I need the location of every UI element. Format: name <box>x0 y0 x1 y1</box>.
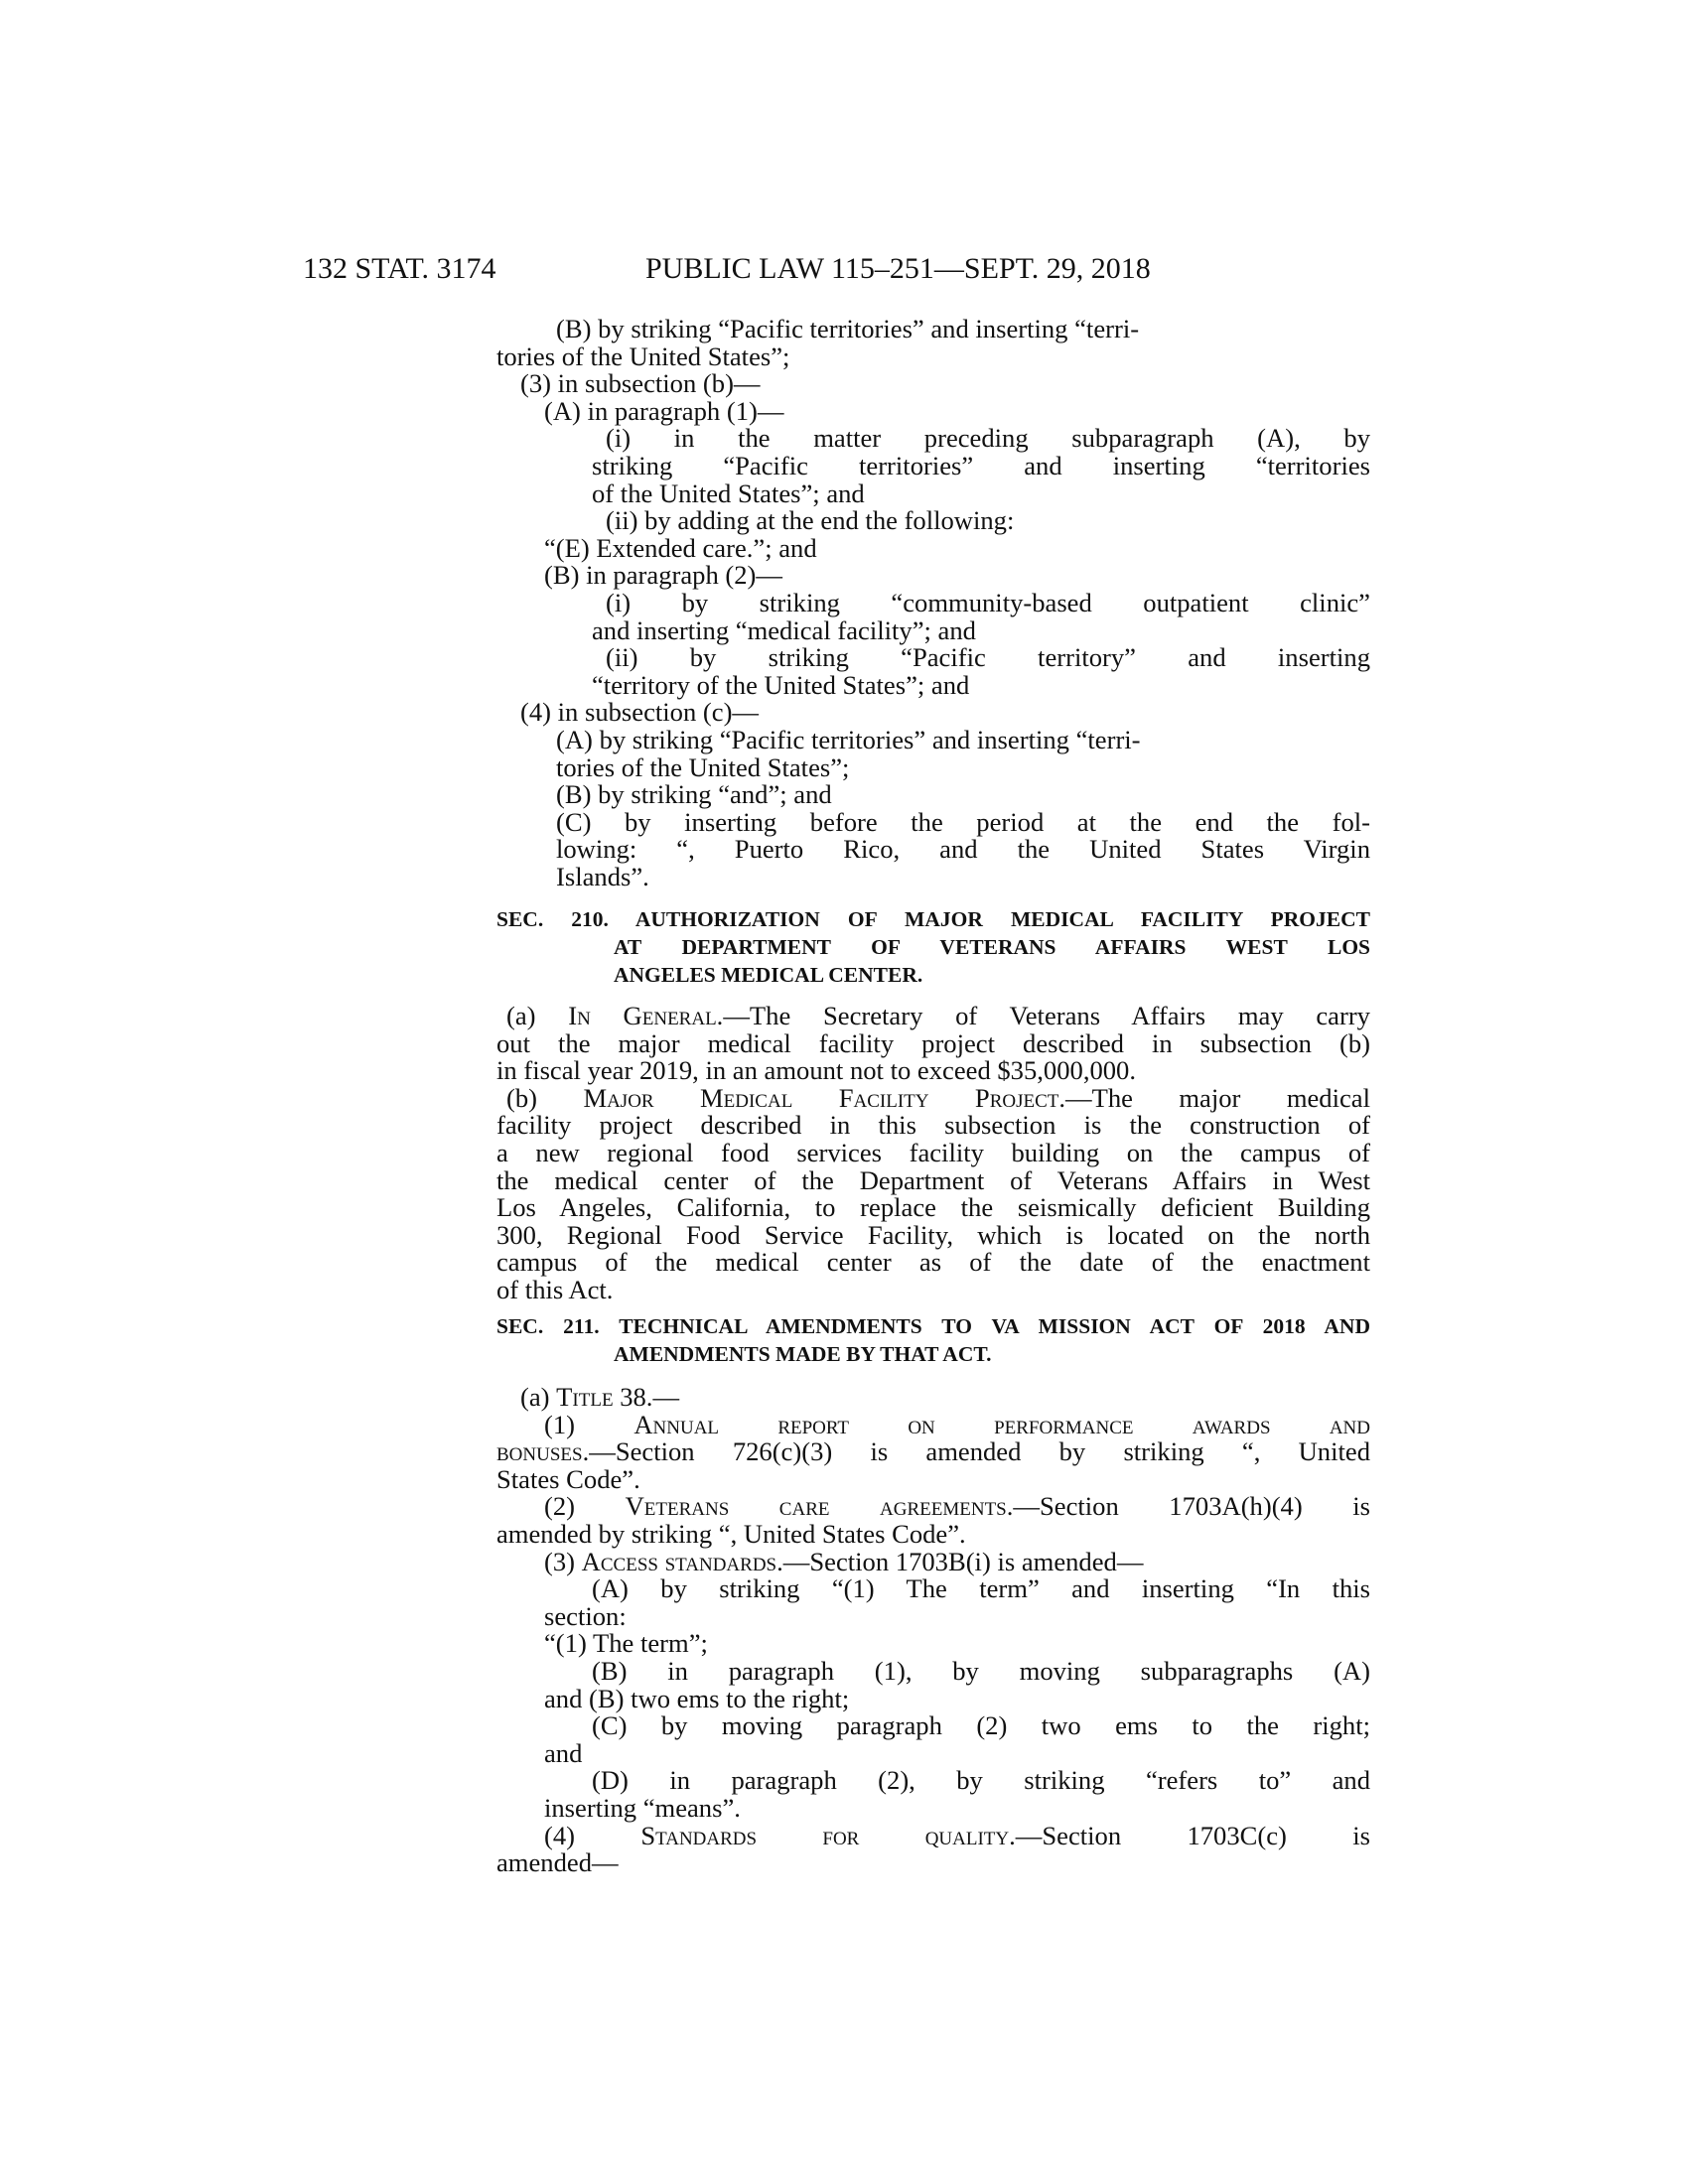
paragraph-heading: Access standards <box>581 1546 777 1576</box>
text-line: and <box>544 1737 583 1768</box>
text-line: in fiscal year 2019, in an amount not to exceed $35,000,000. <box>496 1055 1137 1086</box>
document-body <box>496 316 1370 890</box>
text-line: (B) in paragraph (2)— <box>544 560 782 591</box>
text-line: inserting “means”. <box>544 1792 741 1823</box>
text-line: tories of the United States”; <box>496 341 790 371</box>
text-line: (i) by striking “community-based outpatient clinic” <box>606 587 1370 617</box>
text-line: (i) in the matter preceding subparagraph (A), by <box>606 423 1370 454</box>
section-heading: SEC. 210. AUTHORIZATION OF MAJOR MEDICAL FACILITY PROJECT <box>496 907 1370 931</box>
text-line: amended by striking “, United States Code”. <box>496 1518 966 1549</box>
text-line: (a) Title 38.— <box>520 1382 680 1412</box>
text-line: (ii) by adding at the end the following: <box>606 505 1015 536</box>
text-line: out the major medical facility project described in subsection (b) <box>496 1027 1370 1058</box>
section-211-text <box>496 1384 1370 1877</box>
text-line: (C) by inserting before the period at the end the fol- <box>556 806 1370 837</box>
text-line: amended— <box>496 1847 619 1878</box>
section-210 <box>496 905 1370 1304</box>
text-line: facility project described in this subsection is the construction of <box>496 1110 1370 1141</box>
text-line: Los Angeles, California, to replace the seismically deficient Building <box>496 1192 1370 1223</box>
text-line: (3) in subsection (b)— <box>520 368 761 399</box>
text-line: campus of the medical center as of the date of the enactment <box>496 1247 1370 1278</box>
text-line: (C) by moving paragraph (2) two ems to the right; <box>592 1710 1370 1741</box>
text-line: (b) Major Medical Facility Project.—The major medical <box>506 1082 1370 1113</box>
text-line: (A) in paragraph (1)— <box>544 395 784 426</box>
text-line: (B) by striking “and”; and <box>556 779 832 810</box>
text-line: “(1) The term”; <box>544 1628 708 1659</box>
text-line: the medical center of the Department of Veterans Affairs in West <box>496 1164 1370 1195</box>
text-line: States Code”. <box>496 1463 640 1494</box>
amendment-continuation <box>496 316 1370 890</box>
text-line: of the United States”; and <box>592 478 865 508</box>
text-line: (B) in paragraph (1), by moving subparagraphs (A) <box>592 1655 1370 1686</box>
text-line: (1) Annual report on performance awards and <box>544 1409 1370 1439</box>
text-line: (D) in paragraph (2), by striking “refers to” and <box>592 1765 1370 1796</box>
section-heading-cont: AT DEPARTMENT OF VETERANS AFFAIRS WEST LOS <box>614 935 1370 959</box>
text-line: section: <box>544 1600 627 1631</box>
text-line: a new regional food services facility building on the campus of <box>496 1137 1370 1167</box>
text-line: of this Act. <box>496 1274 614 1304</box>
text-line: bonuses.—Section 726(c)(3) is amended by striking “, United <box>496 1436 1370 1467</box>
running-head: PUBLIC LAW 115–251—SEPT. 29, 2018 <box>645 252 1151 285</box>
subsection-heading: Title <box>556 1382 614 1412</box>
text-line: (3) Access standards.—Section 1703B(i) is amended— <box>544 1546 1144 1576</box>
subsection-heading: In General <box>568 1001 717 1030</box>
text-line: (4) Standards for quality.—Section 1703C(c) is <box>544 1820 1370 1850</box>
text-line: (ii) by striking “Pacific territory” and inserting <box>606 642 1370 673</box>
text-line: (2) Veterans care agreements.—Section 1703A(h)(4) is <box>544 1491 1370 1522</box>
section-heading-cont: AMENDMENTS MADE BY THAT ACT. <box>614 1342 992 1366</box>
text-line: Islands”. <box>556 861 649 891</box>
paragraph-heading: Annual report on performance awards and <box>633 1409 1370 1439</box>
section-heading-cont: ANGELES MEDICAL CENTER. <box>614 963 923 987</box>
text-line: lowing: “, Puerto Rico, and the United States Virgin <box>556 834 1370 865</box>
text-line: tories of the United States”; <box>556 751 850 782</box>
text-line: and inserting “medical facility”; and <box>592 614 976 645</box>
text-line: (4) in subsection (c)— <box>520 697 760 728</box>
text-line: 300, Regional Food Service Facility, which is located on the north <box>496 1219 1370 1250</box>
text-line: (B) by striking “Pacific territories” and inserting “terri- <box>556 314 1140 343</box>
text-line: “territory of the United States”; and <box>592 669 970 700</box>
text-line: (a) In General.—The Secretary of Veterans Affairs may carry <box>506 1001 1370 1030</box>
stat-page-number: 132 STAT. 3174 <box>303 252 496 285</box>
subsection-heading: Major Medical Facility Project <box>583 1082 1059 1113</box>
text-line: and (B) two ems to the right; <box>544 1683 850 1713</box>
text-line: (A) by striking “(1) The term” and inserting “In this <box>592 1573 1370 1604</box>
text-line: striking “Pacific territories” and inserting “territories <box>592 450 1370 480</box>
paragraph-heading: Veterans care agreements <box>625 1491 1007 1522</box>
section-210-text <box>496 1003 1370 1304</box>
section-211 <box>496 1312 1370 1877</box>
section-heading: SEC. 211. TECHNICAL AMENDMENTS TO VA MISSION ACT OF 2018 AND <box>496 1314 1370 1338</box>
text-line: “(E) Extended care.”; and <box>544 532 817 563</box>
text-line: (A) by striking “Pacific territories” and inserting “terri- <box>556 724 1141 754</box>
paragraph-heading: Standards for quality <box>640 1820 1010 1850</box>
